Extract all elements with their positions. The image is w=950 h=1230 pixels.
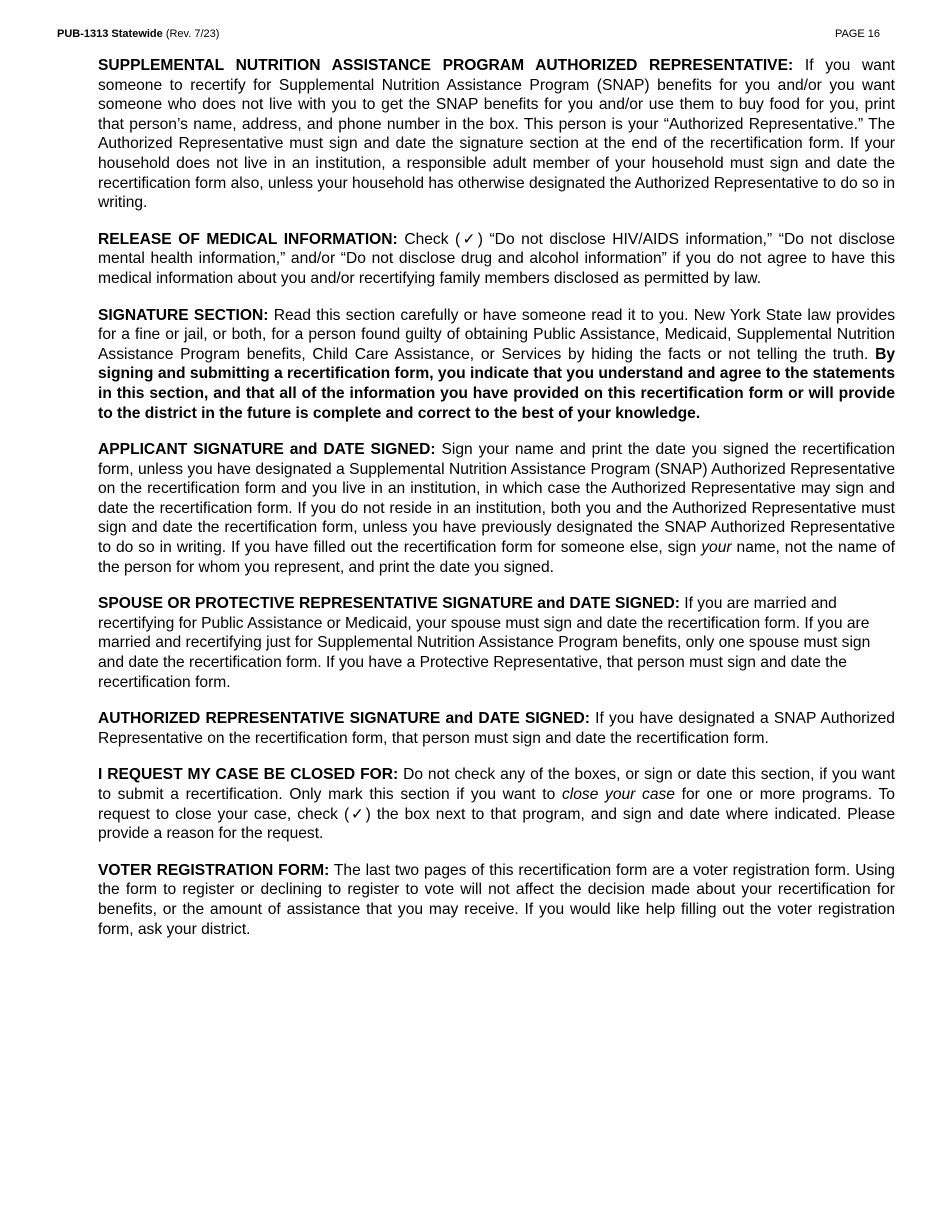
section-heading: APPLICANT SIGNATURE and DATE SIGNED: [98, 441, 436, 459]
section-text: If you have designated a SNAP Authorized Representative on the recertification form, that person must sign and date the recertification form. [98, 710, 895, 747]
section-heading: VOTER REGISTRATION FORM: [98, 861, 330, 879]
section-applicant-signature [98, 440, 895, 577]
section-spouse-signature [98, 594, 895, 692]
section-text-continued: name, not the name of the person for whom you represent, and print the date you signed. [98, 539, 895, 576]
section-heading: SPOUSE OR PROTECTIVE REPRESENTATIVE SIGNATURE and DATE SIGNED: [98, 595, 680, 613]
section-text: Read this section carefully or have someone read it to you. New York State law provides for a fine or jail, or both, for a person found guilty of obtaining Public Assistance, Medicaid, Supplemental Nutrition Assistance Program benefits, Child Care Assistance, or Services by hiding the facts or not telling the truth. [98, 306, 895, 363]
section-authorized-representative-signature [98, 709, 895, 748]
section-signature [98, 306, 895, 424]
section-text: Do not check any of the boxes, or sign or date this section, if you want to submit a recertification. Only mark this section if you want to [98, 766, 895, 803]
instructions-body [98, 56, 895, 956]
section-text: The last two pages of this recertification form are a voter registration form. Using the form to register or declining to register to vote will not affect the decision made about your recertification for benefits, or the amount of assistance that you may receive. If you would like help filling out the voter registration form, ask your district. [98, 861, 895, 938]
section-text: If you want someone to recertify for Supplemental Nutrition Assistance Program (SNAP) benefits for you and/or you want someone who does not live with you to get the SNAP benefits for you and/or use them to buy food for you, print that person’s name, address, and phone number in the box. This person is your “Authorized Representative.” The Authorized Representative must sign and date the signature section at the end of the recertification form. If your household does not live in an institution, a responsible adult member of your household must sign and date the recertification form also, unless your household has otherwise designated the Authorized Representative to do so in writing. [98, 57, 895, 212]
section-heading: I REQUEST MY CASE BE CLOSED FOR: [98, 766, 399, 784]
section-close-case [98, 765, 895, 843]
section-bold-text: By signing and submitting a recertification form, you indicate that you understand and agree to the statements in this section, and that all of the information you have provided on this recertification form or will provide to the district in the future is complete and correct to the best of your knowledge. [98, 345, 895, 422]
page-header [57, 28, 880, 44]
section-italic-text: your [701, 539, 732, 557]
section-text: Check (✓) “Do not disclose HIV/AIDS information,” “Do not disclose mental health information,” and/or “Do not disclose drug and alcohol information” if you do not agree to have this medical information about you and/or recertifying family members disclosed as permitted by law. [98, 230, 895, 287]
section-heading: AUTHORIZED REPRESENTATIVE SIGNATURE and DATE SIGNED: [98, 710, 590, 728]
section-heading: SUPPLEMENTAL NUTRITION ASSISTANCE PROGRAM AUTHORIZED REPRESENTATIVE: [98, 57, 794, 74]
section-text-continued: for one or more programs. To request to close your case, check (✓) the box next to that program, and sign and date where indicated. Please provide a reason for the request. [98, 786, 895, 843]
page-number: PAGE 16 [834, 28, 880, 40]
section-heading: RELEASE OF MEDICAL INFORMATION: [98, 230, 398, 248]
section-text: Sign your name and print the date you signed the recertification form, unless you have designated a Supplemental Nutrition Assistance Program (SNAP) Authorized Representative on the recertification form and you live in an institution, in which case the Authorized Representative may sign and date the recertification form. If you do not reside in an institution, both you and the Authorized Representative must sign and date the recertification form, unless you have previously designated the SNAP Authorized Representative to do so in writing. If you have filled out the recertification form for someone else, sign [98, 441, 895, 557]
form-revision: (Rev. 7/23) [165, 28, 220, 40]
section-italic-text: close your case [561, 786, 675, 803]
form-id: PUB-1313 Statewide (Rev. 7/23) [57, 28, 220, 40]
section-snap-authorized-representative [98, 56, 895, 213]
section-release-of-medical-information [98, 230, 895, 289]
section-text: If you are married and recertifying for Public Assistance or Medicaid, your spouse must sign and date the recertification form. If you are married and recertifying just for Supplemental Nutrition Assistance Program benefits, only one spouse must sign and date the recertification form. If you have a Protective Representative, that person must sign and date the recertification form. [98, 595, 871, 691]
section-heading: SIGNATURE SECTION: [98, 306, 269, 324]
section-voter-registration [98, 861, 895, 939]
